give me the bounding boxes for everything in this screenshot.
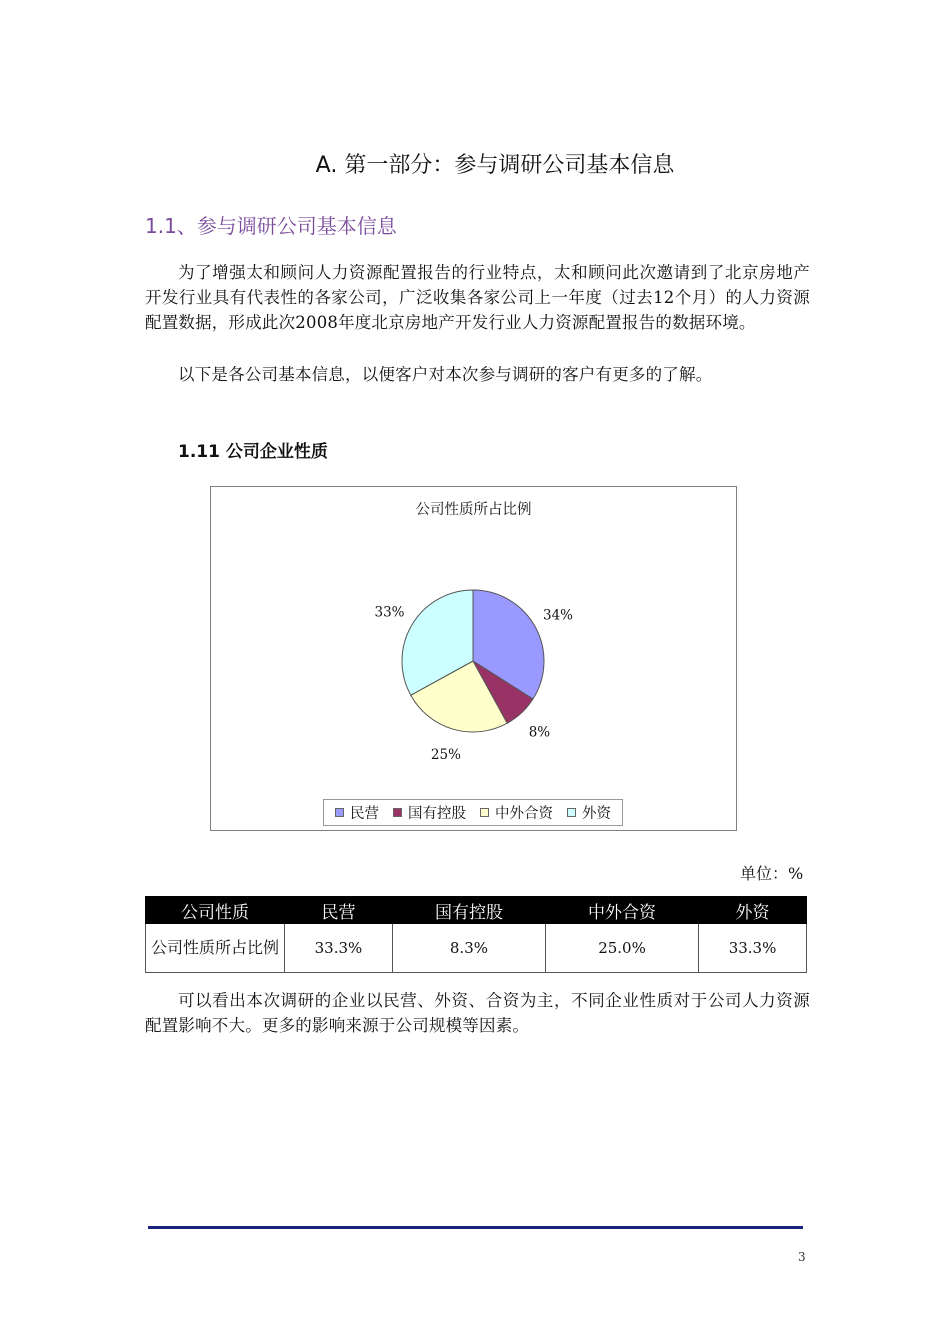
legend-label: 国有控股 (408, 806, 466, 822)
pie-data-label: 34% (542, 607, 574, 624)
page-number: 3 (798, 1250, 806, 1264)
legend-item (567, 802, 611, 823)
pie-chart-plot (211, 487, 736, 830)
pie-data-label: 8% (528, 724, 551, 741)
legend-swatch (480, 808, 489, 817)
section-title: A. 第一部分：参与调研公司基本信息 (315, 153, 675, 178)
table-header-cell: 公司性质 (146, 897, 285, 924)
table-cell: 33.3% (285, 924, 393, 973)
company-type-table (145, 896, 807, 973)
chart-title: 公司性质所占比例 (415, 502, 532, 518)
pie-data-label: 33% (374, 604, 405, 621)
intro-paragraph-2: 以下是各公司基本信息，以便客户对本次参与调研的客户有更多的了解。 (178, 365, 713, 384)
subsection-title: 1.1、参与调研公司基本信息 (145, 214, 397, 238)
legend-swatch (393, 808, 402, 817)
legend-item (335, 802, 379, 823)
chart-legend (323, 799, 623, 826)
pie-data-label: 25% (430, 747, 461, 764)
table-row-label: 公司性质所占比例 (146, 924, 285, 973)
legend-label: 外资 (582, 806, 611, 822)
legend-item (393, 802, 466, 823)
footer-divider (148, 1226, 803, 1229)
conclusion-paragraph: 可以看出本次调研的企业以民营、外资、合资为主，不同企业性质对于公司人力资源配置影响不大。更多的影响来源于公司规模等因素。 (145, 991, 810, 1035)
intro-paragraph: 为了增强太和顾问人力资源配置报告的行业特点，太和顾问此次邀请到了北京房地产开发行业具有代表性的各家公司，广泛收集各家公司上一年度（过去12个月）的人力资源配置数据，形成此次2008年度北京房地产开发行业人力资源配置报告的数据环境。 (145, 263, 810, 332)
table-header-cell: 民营 (285, 897, 393, 924)
table-cell: 8.3% (392, 924, 545, 973)
legend-swatch (335, 808, 344, 817)
legend-label: 中外合资 (495, 806, 553, 822)
table-header-cell: 外资 (699, 897, 807, 924)
table-row (146, 924, 807, 973)
legend-item (480, 802, 553, 823)
table-header-cell: 中外合资 (545, 897, 698, 924)
table-header-cell: 国有控股 (392, 897, 545, 924)
table-header-row (146, 897, 807, 924)
table-cell: 25.0% (545, 924, 698, 973)
unit-label: 单位：% (740, 864, 804, 883)
table-cell: 33.3% (699, 924, 807, 973)
pie-chart (210, 486, 737, 831)
subsubsection-title: 1.11 公司企业性质 (178, 442, 328, 462)
legend-label: 民营 (350, 806, 379, 822)
legend-swatch (567, 808, 576, 817)
